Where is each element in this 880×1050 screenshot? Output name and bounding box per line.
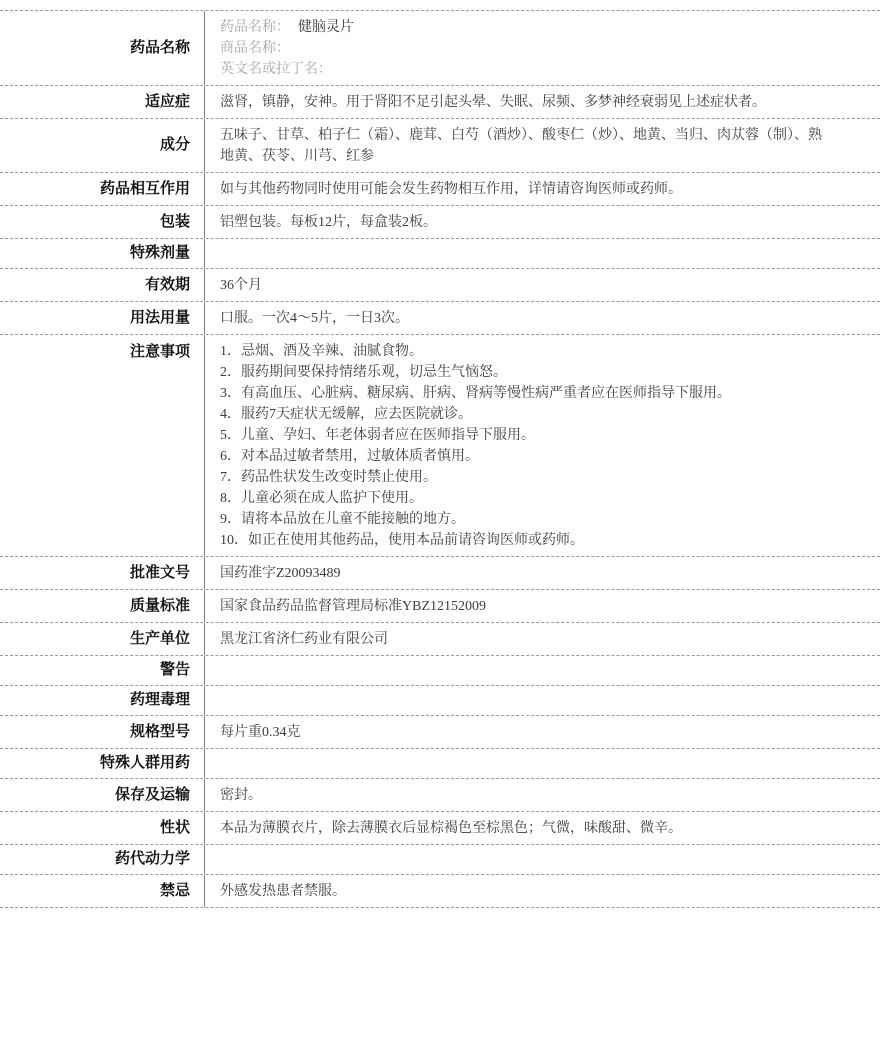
row-label: 性状: [0, 812, 205, 844]
table-row: [0, 716, 880, 749]
table-row: [0, 11, 880, 86]
row-label: 成分: [0, 119, 205, 172]
row-label: 保存及运输: [0, 779, 205, 811]
row-label: 生产单位: [0, 623, 205, 655]
row-value: [205, 749, 880, 778]
table-row: [0, 239, 880, 269]
table-row: [0, 206, 880, 239]
precaution-item: 7．药品性状发生改变时禁止使用。: [220, 470, 437, 485]
row-value: [205, 11, 880, 85]
row-label: 药代动力学: [0, 845, 205, 874]
field-prefix: 英文名或拉丁名：: [220, 62, 332, 77]
row-value: [205, 845, 880, 874]
row-label: 规格型号: [0, 716, 205, 748]
precaution-item: 8．儿童必须在成人监护下使用。: [220, 491, 423, 506]
row-value: 黑龙江省济仁药业有限公司: [220, 632, 388, 647]
row-label: 药品名称: [0, 11, 205, 85]
table-row: [0, 812, 880, 845]
row-label: 特殊人群用药: [0, 749, 205, 778]
table-row: [0, 875, 880, 908]
row-value: [205, 335, 880, 556]
row-label: 警告: [0, 656, 205, 685]
row-value: 国家食品药品监督管理局标准YBZ12152009: [220, 599, 486, 614]
row-value: 密封。: [220, 788, 262, 803]
drug-info-table: [0, 10, 880, 908]
row-label: 用法用量: [0, 302, 205, 334]
row-value: 滋肾，镇静，安神。用于肾阳不足引起头晕、失眠、尿频、多梦神经衰弱见上述症状者。: [220, 95, 766, 110]
row-value: 口服。一次4～5片，一日3次。: [220, 311, 409, 326]
drug-name-line: [220, 59, 822, 80]
row-value: 国药准字Z20093489: [220, 566, 341, 581]
precaution-item: 1．忌烟、酒及辛辣、油腻食物。: [220, 344, 423, 359]
table-row: [0, 335, 880, 557]
row-label: 药理毒理: [0, 686, 205, 715]
table-row: [0, 119, 880, 173]
drug-name-value: 健脑灵片: [298, 20, 354, 35]
field-prefix: 药品名称：: [220, 20, 290, 35]
row-label: 包装: [0, 206, 205, 238]
row-value: 如与其他药物同时使用可能会发生药物相互作用，详情请咨询医师或药师。: [220, 182, 682, 197]
row-label: 注意事项: [0, 335, 205, 556]
drug-name-line: [220, 17, 822, 38]
row-value: 36个月: [220, 278, 262, 293]
table-row: [0, 269, 880, 302]
row-value: 本品为薄膜衣片，除去薄膜衣后显棕褐色至棕黑色；气微，味酸甜、微辛。: [220, 821, 682, 836]
precaution-item: 9．请将本品放在儿童不能接触的地方。: [220, 512, 465, 527]
row-label: 禁忌: [0, 875, 205, 907]
row-label: 质量标准: [0, 590, 205, 622]
row-value: [205, 656, 880, 685]
drug-name-line: [220, 38, 822, 59]
table-row: [0, 557, 880, 590]
precaution-item: 2．服药期间要保持情绪乐观，切忌生气恼怒。: [220, 365, 507, 380]
table-row: [0, 590, 880, 623]
table-row: [0, 302, 880, 335]
table-row: [0, 779, 880, 812]
table-row: [0, 749, 880, 779]
row-value: 五味子、甘草、柏子仁（霜）、鹿茸、白芍（酒炒）、酸枣仁（炒）、地黄、当归、肉苁蓉（制）、熟地黄、茯苓、川芎、红参: [220, 128, 822, 164]
precaution-item: 6．对本品过敏者禁用，过敏体质者慎用。: [220, 449, 479, 464]
row-label: 特殊剂量: [0, 239, 205, 268]
precaution-item: 4．服药7天症状无缓解，应去医院就诊。: [220, 407, 472, 422]
table-row: [0, 623, 880, 656]
precaution-item: 5．儿童、孕妇、年老体弱者应在医师指导下服用。: [220, 428, 535, 443]
row-value: [205, 239, 880, 268]
row-value: 外感发热患者禁服。: [220, 884, 346, 899]
row-label: 适应症: [0, 86, 205, 118]
field-prefix: 商品名称：: [220, 41, 290, 56]
table-row: [0, 656, 880, 686]
table-row: [0, 845, 880, 875]
precaution-item: 3．有高血压、心脏病、糖尿病、肝病、肾病等慢性病严重者应在医师指导下服用。: [220, 386, 731, 401]
row-value: 每片重0.34克: [220, 725, 301, 740]
row-label: 药品相互作用: [0, 173, 205, 205]
row-value: [205, 686, 880, 715]
table-row: [0, 173, 880, 206]
table-row: [0, 86, 880, 119]
precaution-item: 10．如正在使用其他药品，使用本品前请咨询医师或药师。: [220, 533, 584, 548]
row-label: 有效期: [0, 269, 205, 301]
row-value: 铝塑包装。每板12片，每盒装2板。: [220, 215, 437, 230]
table-row: [0, 686, 880, 716]
row-label: 批准文号: [0, 557, 205, 589]
